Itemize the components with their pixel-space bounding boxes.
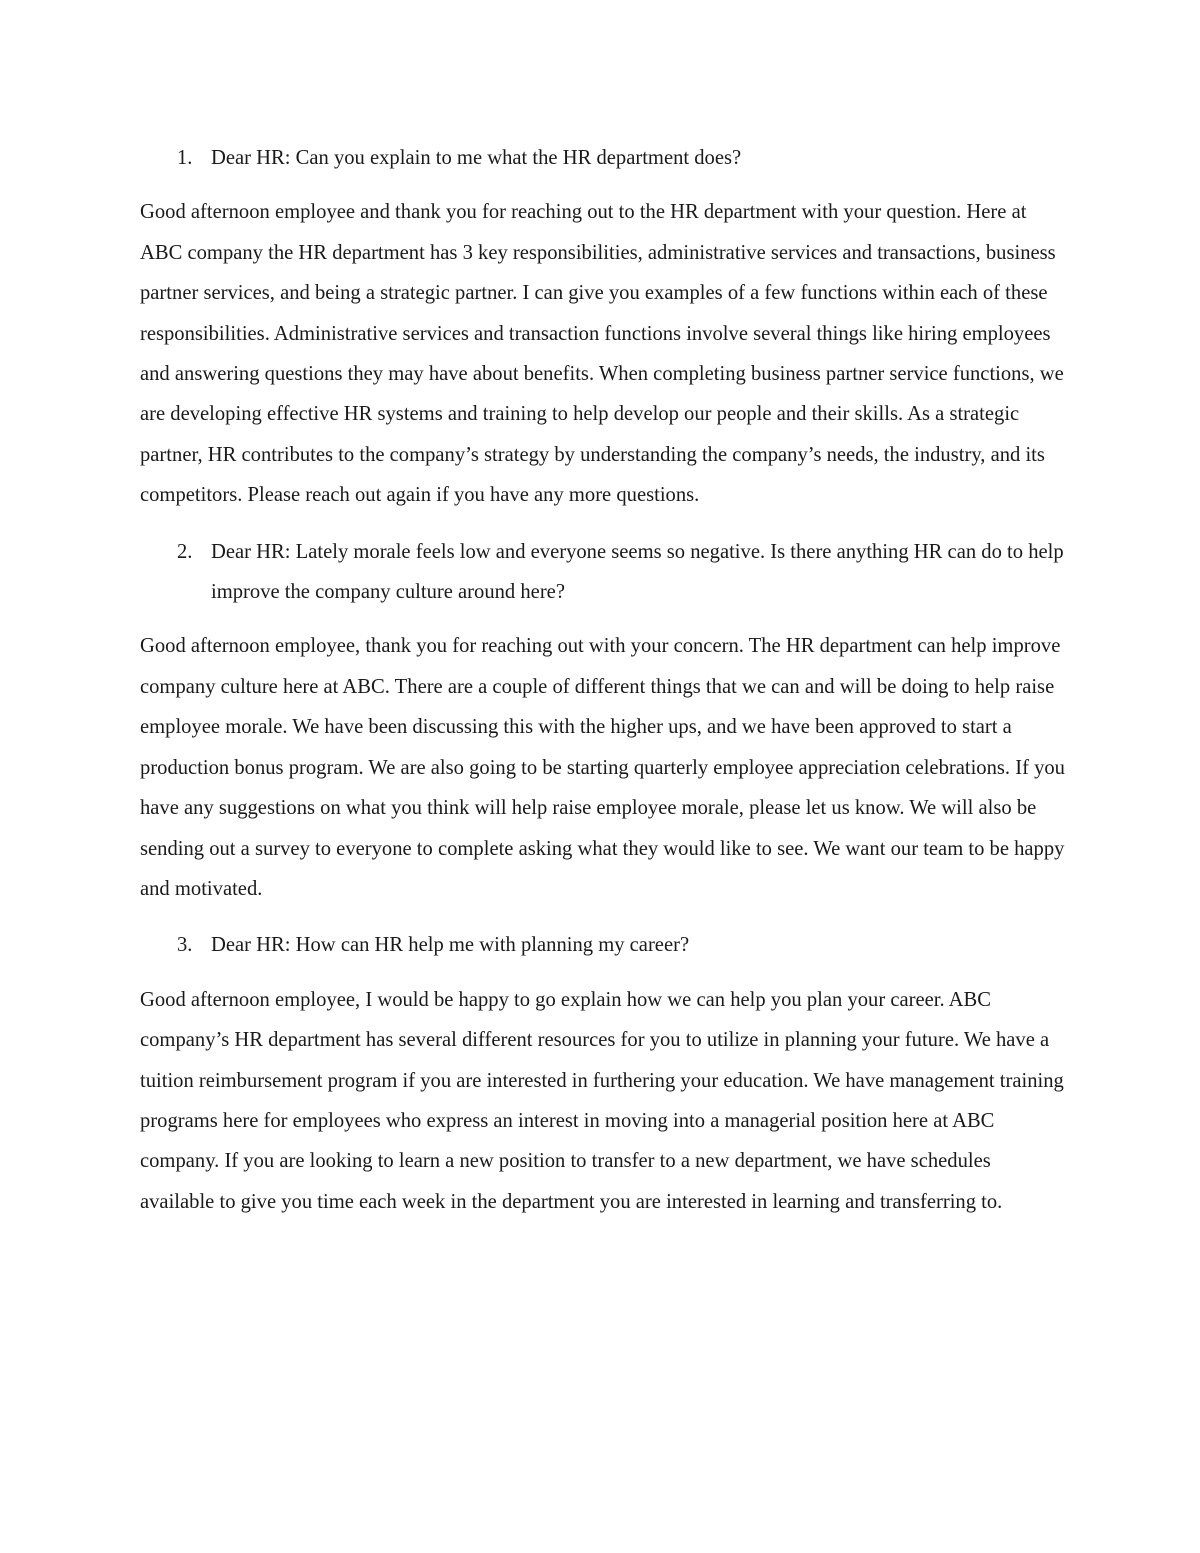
answer-1: Good afternoon employee and thank you for reaching out to the HR department with your question. Here at ABC company the HR department has 3 key responsibilities, administrative services and transactions, business partner services, and being a strategic partner. I can give you examples of a few functions within each of these responsibilities. Administrative services and transaction functions involve several things like hiring employees and answering questions they may have about benefits. When completing business partner service functions, we are developing effective HR systems and training to help develop our people and their skills. As a strategic partner, HR contributes to the company’s strategy by understanding the company’s needs, the industry, and its competitors. Please reach out again if you have any more questions. [140, 201, 1064, 507]
question-2-number: 2. [177, 540, 193, 563]
question-3-text: Dear HR: How can HR help me with planning my career? [211, 934, 690, 957]
answer-2: Good afternoon employee, thank you for reaching out with your concern. The HR department can help improve company culture here at ABC. There are a couple of different things that we can and will be doing to help raise employee morale. We have been discussing this with the higher ups, and we have been approved to start a production bonus program. We are also going to be starting quarterly employee appreciation celebrations. If you have any suggestions on what you think will help raise employee morale, please let us know. We will also be sending out a survey to everyone to complete asking what they would like to see. We want our team to be happy and motivated. [140, 635, 1065, 900]
question-2-text: Dear HR: Lately morale feels low and everyone seems so negative. Is there anything HR can do to help improve the company culture around here? [211, 540, 1064, 604]
document-body [140, 138, 1065, 1222]
question-3 [140, 925, 1065, 965]
answer-3: Good afternoon employee, I would be happy to go explain how we can help you plan your career. ABC company’s HR department has several different resources for you to utilize in planning your future. We have a tuition reimbursement program if you are interested in furthering your education. We have management training programs here for employees who express an interest in moving into a managerial position here at ABC company. If you are looking to learn a new position to transfer to a new department, we have schedules available to give you time each week in the department you are interested in learning and transferring to. [140, 988, 1064, 1213]
question-3-number: 3. [177, 934, 193, 957]
question-1-number: 1. [177, 147, 193, 169]
question-1-text: Dear HR: Can you explain to me what the HR department does? [211, 147, 742, 169]
question-1 [140, 138, 1065, 178]
question-2 [140, 532, 1065, 613]
